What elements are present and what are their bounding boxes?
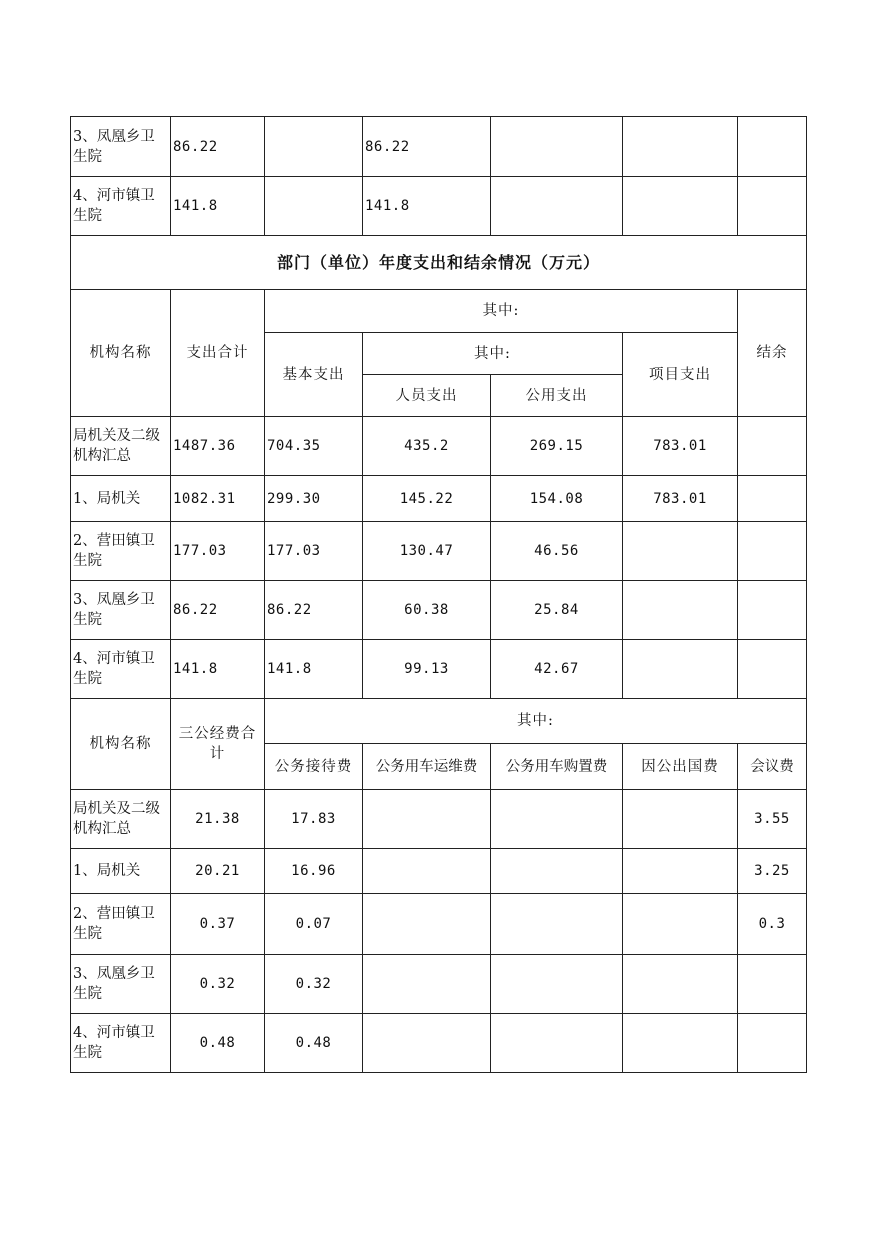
org-name-cell: 2、营田镇卫生院	[71, 894, 171, 955]
total-cell: 177.03	[171, 522, 265, 581]
section-title-row	[71, 236, 807, 290]
meeting-cell: 0.3	[738, 894, 807, 955]
car-purchase-cell	[491, 849, 623, 894]
org-name-cell: 3、凤凰乡卫生院	[71, 117, 171, 177]
public-cell: 25.84	[491, 581, 623, 640]
car-purchase-cell	[491, 1014, 623, 1073]
car-ops-header: 公务用车运维费	[363, 744, 491, 790]
balance-header: 结余	[738, 290, 807, 417]
project-cell: 783.01	[623, 417, 738, 476]
org-name-cell: 4、河市镇卫生院	[71, 177, 171, 236]
abroad-cell	[623, 1014, 738, 1073]
reception-cell: 0.07	[265, 894, 363, 955]
reception-cell: 16.96	[265, 849, 363, 894]
personnel-cell: 99.13	[363, 640, 491, 699]
total-cell: 141.8	[171, 640, 265, 699]
document-page	[70, 116, 806, 1073]
org-name-header: 机构名称	[71, 290, 171, 417]
org-name-cell: 1、局机关	[71, 476, 171, 522]
reception-cell: 17.83	[265, 790, 363, 849]
total-expenditure-header: 支出合计	[171, 290, 265, 417]
table-row	[71, 581, 807, 640]
value-cell	[265, 177, 363, 236]
org-name-cell: 3、凤凰乡卫生院	[71, 581, 171, 640]
abroad-header: 因公出国费	[623, 744, 738, 790]
car-purchase-cell	[491, 790, 623, 849]
basic-cell: 141.8	[265, 640, 363, 699]
value-cell	[623, 117, 738, 177]
meeting-header: 会议费	[738, 744, 807, 790]
car-purchase-cell	[491, 955, 623, 1014]
total-cell: 0.37	[171, 894, 265, 955]
value-cell	[491, 117, 623, 177]
balance-cell	[738, 640, 807, 699]
reception-cell: 0.48	[265, 1014, 363, 1073]
project-cell	[623, 640, 738, 699]
value-cell: 141.8	[171, 177, 265, 236]
car-ops-cell	[363, 955, 491, 1014]
basic-cell: 177.03	[265, 522, 363, 581]
project-cell	[623, 522, 738, 581]
car-ops-cell	[363, 1014, 491, 1073]
abroad-cell	[623, 849, 738, 894]
basic-cell: 704.35	[265, 417, 363, 476]
org-name-header: 机构名称	[71, 699, 171, 790]
project-expenditure-header: 项目支出	[623, 333, 738, 417]
of-which-header: 其中:	[265, 290, 738, 333]
header-row	[71, 290, 807, 333]
of-which-basic-header: 其中:	[363, 333, 623, 375]
header-row	[71, 699, 807, 744]
abroad-cell	[623, 955, 738, 1014]
abroad-cell	[623, 790, 738, 849]
reception-header: 公务接待费	[265, 744, 363, 790]
table-row	[71, 1014, 807, 1073]
meeting-cell	[738, 955, 807, 1014]
public-cell: 46.56	[491, 522, 623, 581]
table-row	[71, 849, 807, 894]
basic-cell: 299.30	[265, 476, 363, 522]
org-name-cell: 4、河市镇卫生院	[71, 640, 171, 699]
three-public-total-header: 三公经费合计	[171, 699, 265, 790]
basic-cell: 86.22	[265, 581, 363, 640]
budget-table	[70, 116, 807, 1073]
car-ops-cell	[363, 894, 491, 955]
table-row	[71, 476, 807, 522]
total-cell: 1487.36	[171, 417, 265, 476]
public-cell: 42.67	[491, 640, 623, 699]
expenditure-section-title: 部门（单位）年度支出和结余情况（万元）	[71, 236, 807, 290]
table-row	[71, 640, 807, 699]
table-row	[71, 894, 807, 955]
balance-cell	[738, 476, 807, 522]
project-cell	[623, 581, 738, 640]
meeting-cell: 3.55	[738, 790, 807, 849]
value-cell	[623, 177, 738, 236]
table-row	[71, 790, 807, 849]
public-cell: 269.15	[491, 417, 623, 476]
table-row	[71, 955, 807, 1014]
public-expenditure-header: 公用支出	[491, 375, 623, 417]
table-row	[71, 522, 807, 581]
org-name-cell: 4、河市镇卫生院	[71, 1014, 171, 1073]
reception-cell: 0.32	[265, 955, 363, 1014]
car-purchase-header: 公务用车购置费	[491, 744, 623, 790]
of-which-header: 其中:	[265, 699, 807, 744]
balance-cell	[738, 417, 807, 476]
value-cell	[738, 177, 807, 236]
table-row	[71, 117, 807, 177]
value-cell	[738, 117, 807, 177]
total-cell: 21.38	[171, 790, 265, 849]
car-ops-cell	[363, 849, 491, 894]
value-cell: 86.22	[363, 117, 491, 177]
total-cell: 0.48	[171, 1014, 265, 1073]
public-cell: 154.08	[491, 476, 623, 522]
personnel-cell: 145.22	[363, 476, 491, 522]
org-name-cell: 3、凤凰乡卫生院	[71, 955, 171, 1014]
value-cell: 141.8	[363, 177, 491, 236]
balance-cell	[738, 522, 807, 581]
meeting-cell	[738, 1014, 807, 1073]
basic-expenditure-header: 基本支出	[265, 333, 363, 417]
table-row	[71, 417, 807, 476]
balance-cell	[738, 581, 807, 640]
org-name-cell: 2、营田镇卫生院	[71, 522, 171, 581]
total-cell: 20.21	[171, 849, 265, 894]
project-cell: 783.01	[623, 476, 738, 522]
personnel-expenditure-header: 人员支出	[363, 375, 491, 417]
value-cell	[265, 117, 363, 177]
abroad-cell	[623, 894, 738, 955]
personnel-cell: 130.47	[363, 522, 491, 581]
org-name-cell: 1、局机关	[71, 849, 171, 894]
car-purchase-cell	[491, 894, 623, 955]
personnel-cell: 435.2	[363, 417, 491, 476]
total-cell: 0.32	[171, 955, 265, 1014]
org-name-cell: 局机关及二级机构汇总	[71, 417, 171, 476]
total-cell: 86.22	[171, 581, 265, 640]
value-cell	[491, 177, 623, 236]
meeting-cell: 3.25	[738, 849, 807, 894]
total-cell: 1082.31	[171, 476, 265, 522]
car-ops-cell	[363, 790, 491, 849]
value-cell: 86.22	[171, 117, 265, 177]
personnel-cell: 60.38	[363, 581, 491, 640]
table-row	[71, 177, 807, 236]
org-name-cell: 局机关及二级机构汇总	[71, 790, 171, 849]
